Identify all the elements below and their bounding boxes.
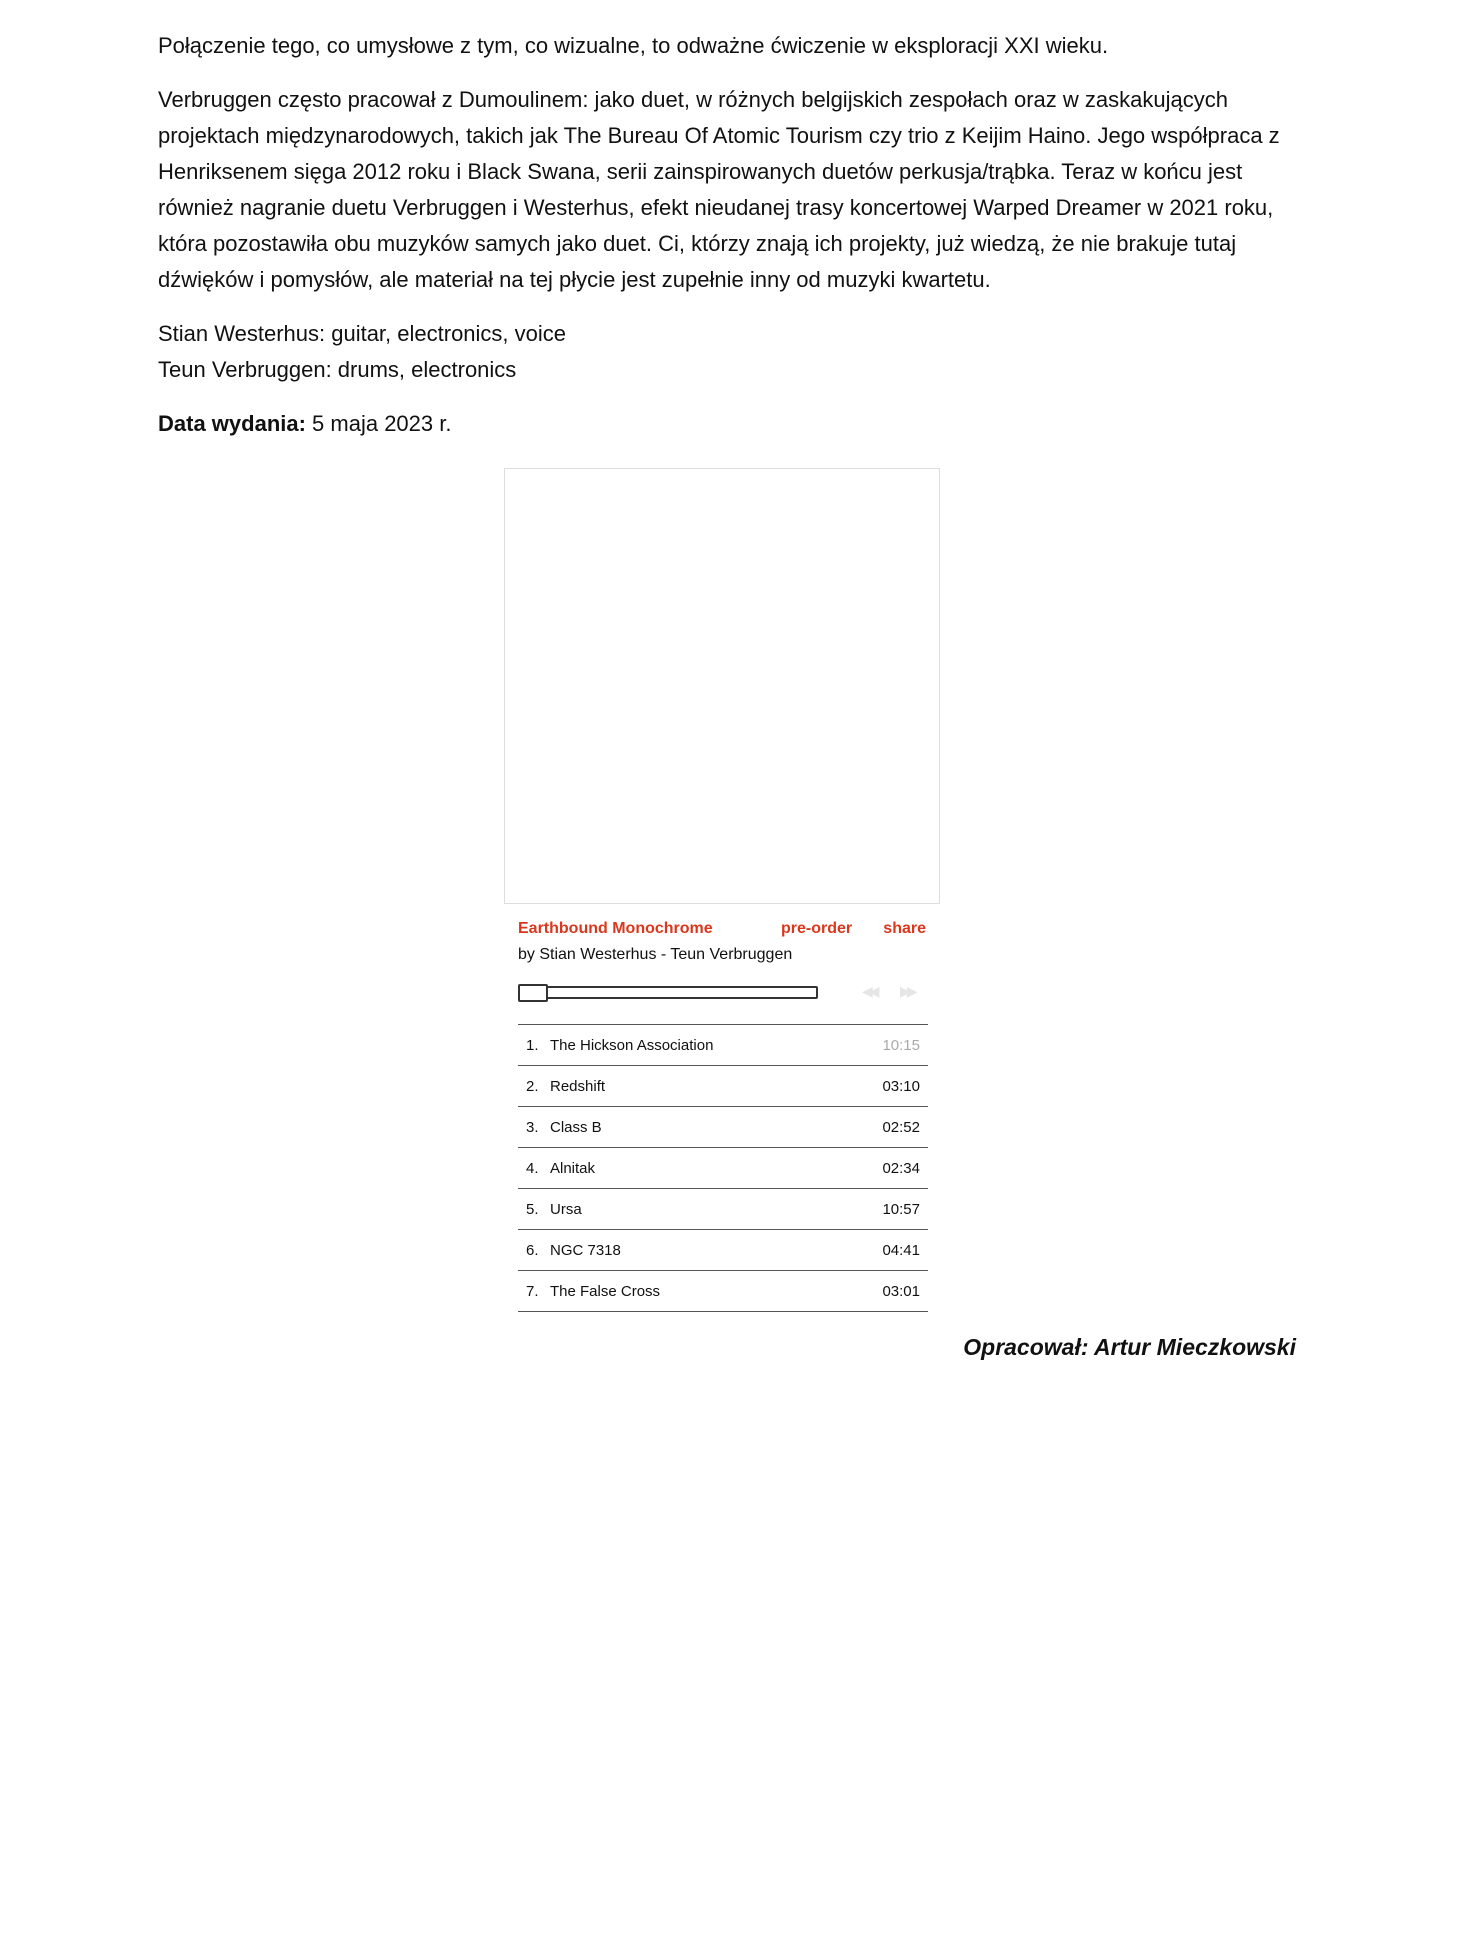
track-duration: 10:57 [882, 1201, 920, 1218]
track-number: 7. [526, 1283, 539, 1300]
credits [158, 316, 1298, 388]
preorder-link[interactable]: pre-order [781, 920, 853, 937]
track-title[interactable]: NGC 7318 [550, 1242, 621, 1259]
track-row[interactable] [518, 1230, 928, 1271]
author-signature: Opracował: Artur Mieczkowski [963, 1334, 1296, 1360]
article-body [158, 28, 1298, 460]
article-paragraph-1: Połączenie tego, co umysłowe z tym, co wizualne, to odważne ćwiczenie w eksploracji XXI wieku. [158, 33, 1109, 58]
progress-row [504, 980, 942, 1016]
album-cover[interactable] [504, 468, 940, 904]
track-row[interactable] [518, 1148, 928, 1189]
next-icon[interactable]: ▶▶ [900, 983, 914, 999]
track-number: 2. [526, 1078, 539, 1095]
track-title[interactable]: Alnitak [550, 1160, 596, 1177]
artist-byline[interactable]: by Stian Westerhus - Teun Verbruggen [518, 946, 793, 963]
track-duration: 04:41 [882, 1242, 920, 1259]
track-duration: 02:52 [882, 1119, 920, 1136]
track-number: 3. [526, 1119, 539, 1136]
progress-thumb[interactable] [518, 984, 548, 1002]
player-info [504, 920, 942, 980]
track-number: 6. [526, 1242, 539, 1259]
track-row[interactable] [518, 1189, 928, 1230]
article-paragraph-2: Verbruggen często pracował z Dumoulinem: jako duet, w różnych belgijskich zespołach oraz w zaskakujących projektach międzynarodowych, takich jak The Bureau Of Atomic Tourism czy trio z Keijim Haino. Jego współpraca z Henriksenem sięga 2012 roku i Black Swana, serii zainspirowanych duetów perkusja/trąbka. Teraz w końcu jest również nagranie duetu Verbruggen i Westerhus, efekt nieudanej trasy koncertowej Warped Dreamer w 2021 roku, która pozostawiła obu muzyków samych jako duet. Ci, którzy znają ich projekty, już wiedzą, że nie brakuje tutaj dźwięków i pomysłów, ale materiał na tej płycie jest zupełnie inny od muzyki kwartetu. [158, 87, 1280, 292]
track-title[interactable]: Class B [550, 1119, 602, 1136]
credit-line: Stian Westerhus: guitar, electronics, voice [158, 321, 567, 346]
track-number: 1. [526, 1037, 539, 1054]
release-info [158, 406, 1298, 442]
credit-line: Teun Verbruggen: drums, electronics [158, 357, 517, 382]
track-title[interactable]: The False Cross [550, 1283, 661, 1300]
track-title[interactable]: The Hickson Association [550, 1037, 714, 1054]
track-duration: 03:01 [882, 1283, 920, 1300]
track-row[interactable] [518, 1066, 928, 1107]
track-duration: 03:10 [882, 1078, 920, 1095]
track-duration: 10:15 [882, 1037, 920, 1054]
prev-icon[interactable]: ◀◀ [862, 983, 876, 999]
track-number: 5. [526, 1201, 539, 1218]
album-title-link[interactable]: Earthbound Monochrome [518, 920, 713, 937]
track-title[interactable]: Ursa [550, 1201, 582, 1218]
bandcamp-player [504, 468, 942, 1312]
track-duration: 02:34 [882, 1160, 920, 1177]
progress-bar[interactable] [518, 986, 818, 999]
track-number: 4. [526, 1160, 539, 1177]
track-row[interactable] [518, 1271, 928, 1312]
track-row[interactable] [518, 1025, 928, 1066]
track-row[interactable] [518, 1107, 928, 1148]
share-link[interactable]: share [883, 920, 926, 937]
track-title[interactable]: Redshift [550, 1078, 606, 1095]
release-label: Data wydania: [158, 411, 306, 436]
release-date: 5 maja 2023 r. [305, 411, 452, 436]
tracklist [518, 1024, 928, 1312]
